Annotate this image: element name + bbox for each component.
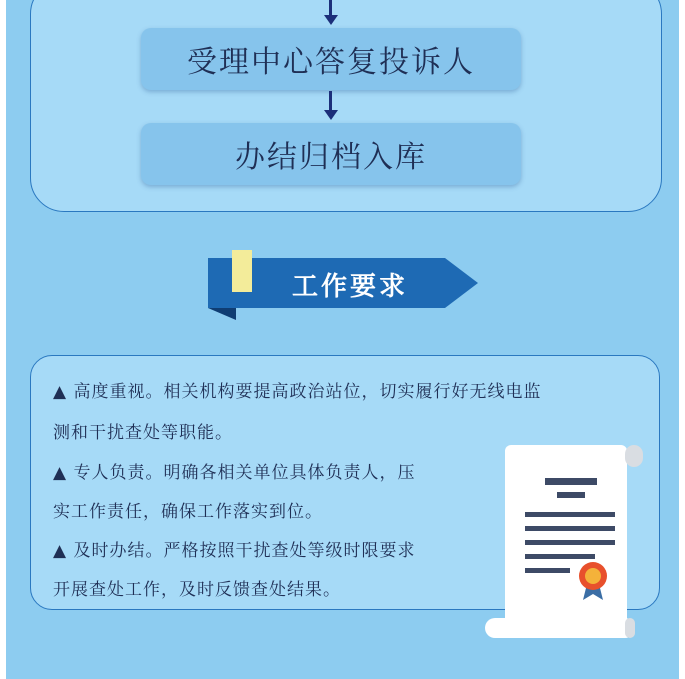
requirement-line: 开展查处工作，及时反馈查处结果。 (53, 580, 341, 600)
flow-step-reply (141, 28, 521, 90)
flow-step-label: 受理中心答复投诉人 (187, 45, 475, 80)
section-title: 工作要求 (291, 271, 408, 302)
requirement-line: ▲ 专人负责。明确各相关单位具体负责人，压 (53, 463, 416, 483)
requirement-line: ▲ 高度重视。相关机构要提高政治站位，切实履行好无线电监 (53, 382, 542, 402)
section-banner (200, 250, 485, 325)
bookmark-icon (232, 250, 252, 292)
requirement-line: ▲ 及时办结。严格按照干扰查处等级时限要求 (53, 541, 416, 561)
requirement-line: 测和干扰查处等职能。 (53, 423, 233, 443)
flow-step-label: 办结归档入库 (235, 140, 427, 175)
requirement-line: 实工作责任，确保工作落实到位。 (53, 502, 323, 522)
flow-step-archive (141, 123, 521, 185)
certificate-scroll-icon (485, 440, 655, 645)
flow-arrow-icon (324, 91, 338, 121)
flow-arrow-icon (324, 0, 338, 25)
